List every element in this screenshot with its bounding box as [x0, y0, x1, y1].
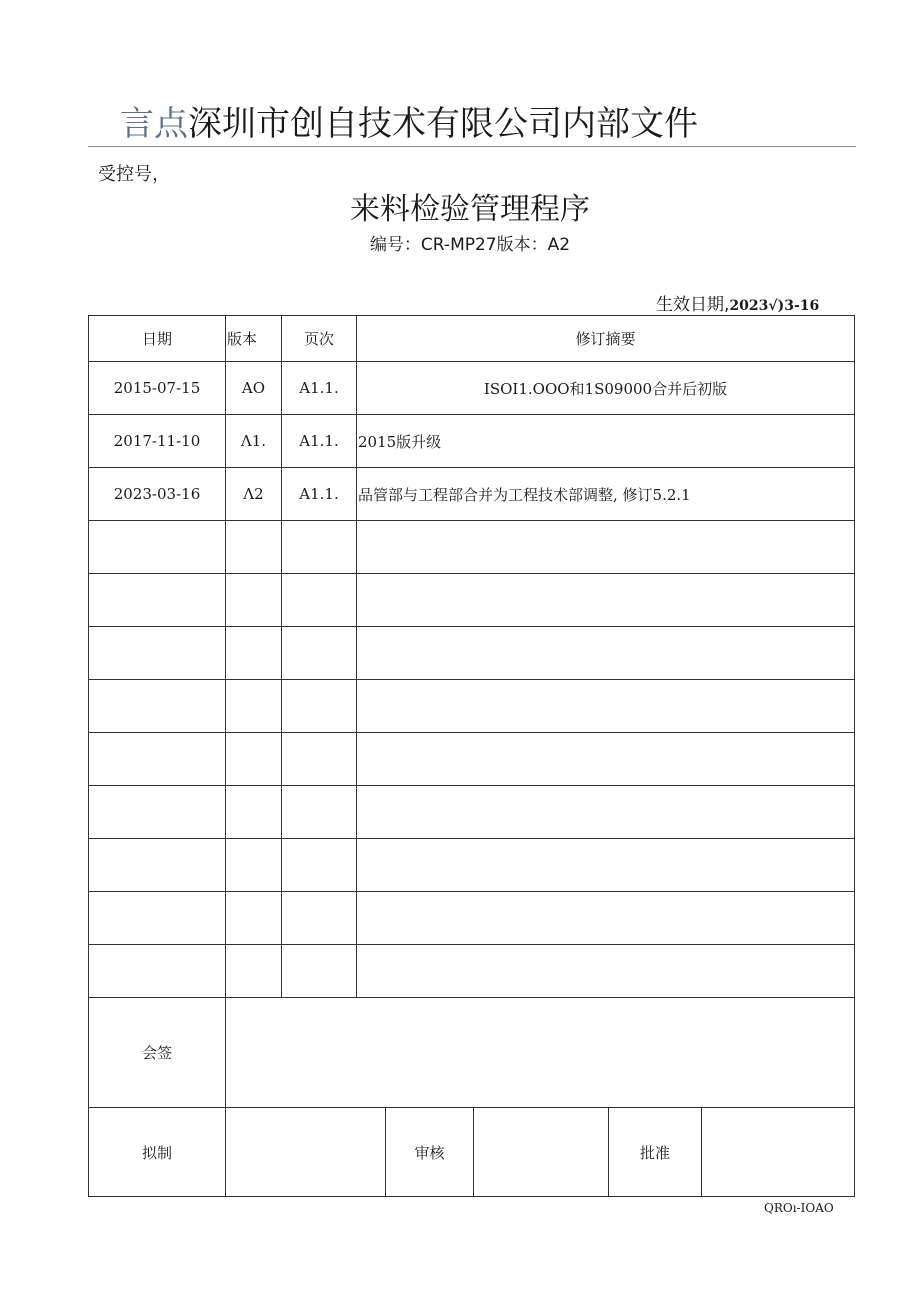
countersign-row	[89, 998, 855, 1108]
blank-page-cell[interactable]	[282, 786, 357, 839]
blank-page-cell[interactable]	[282, 733, 357, 786]
blank-summary-cell[interactable]	[357, 945, 855, 998]
blank-summary-cell[interactable]	[357, 627, 855, 680]
blank-version-cell[interactable]	[226, 892, 282, 945]
blank-version-cell[interactable]	[226, 733, 282, 786]
header-version: 版本	[226, 316, 282, 362]
blank-page-cell[interactable]	[282, 892, 357, 945]
blank-table-row	[89, 521, 855, 574]
blank-summary-cell[interactable]	[357, 521, 855, 574]
blank-summary-cell[interactable]	[357, 680, 855, 733]
countersign-label: 会签	[89, 998, 226, 1108]
blank-date-cell[interactable]	[89, 733, 226, 786]
blank-date-cell[interactable]	[89, 574, 226, 627]
approve-signature-cell[interactable]	[702, 1108, 855, 1197]
revision-table	[88, 315, 855, 1197]
blank-page-cell[interactable]	[282, 945, 357, 998]
effective-date	[656, 290, 819, 315]
blank-date-cell[interactable]	[89, 892, 226, 945]
blank-date-cell[interactable]	[89, 680, 226, 733]
blank-page-cell[interactable]	[282, 521, 357, 574]
row-version: AO	[226, 362, 282, 415]
document-code-line: 编号：CR-MP27版本：A2	[369, 235, 571, 255]
row-version: Λ1.	[226, 415, 282, 468]
blank-version-cell[interactable]	[226, 521, 282, 574]
header-divider	[88, 146, 856, 147]
draft-label: 拟制	[89, 1108, 226, 1197]
row-date: 2015-07-15	[89, 362, 226, 415]
blank-table-row	[89, 839, 855, 892]
blank-page-cell[interactable]	[282, 574, 357, 627]
table-header-row	[89, 316, 855, 362]
blank-table-row	[89, 945, 855, 998]
approve-label: 批准	[609, 1108, 702, 1197]
blank-summary-cell[interactable]	[357, 733, 855, 786]
blank-version-cell[interactable]	[226, 945, 282, 998]
document-title: 来料检验管理程序	[350, 192, 590, 227]
effective-date-label: 生效日期,	[656, 295, 730, 315]
blank-table-row	[89, 892, 855, 945]
table-row	[89, 415, 855, 468]
blank-table-row	[89, 574, 855, 627]
review-signature-cell[interactable]	[474, 1108, 609, 1197]
form-code: QROı-IOAO	[764, 1201, 834, 1215]
header-page: 页次	[282, 316, 357, 362]
blank-version-cell[interactable]	[226, 627, 282, 680]
table-row	[89, 468, 855, 521]
company-header	[120, 96, 698, 145]
row-date: 2023-03-16	[89, 468, 226, 521]
blank-page-cell[interactable]	[282, 680, 357, 733]
blank-date-cell[interactable]	[89, 945, 226, 998]
blank-table-row	[89, 733, 855, 786]
control-number-label: 受控号，	[98, 164, 170, 185]
blank-date-cell[interactable]	[89, 786, 226, 839]
blank-summary-cell[interactable]	[357, 574, 855, 627]
blank-date-cell[interactable]	[89, 839, 226, 892]
blank-summary-cell[interactable]	[357, 839, 855, 892]
header-date: 日期	[89, 316, 226, 362]
company-title: 深圳市创自技术有限公司内部文件	[188, 104, 698, 144]
company-logo-text: 言点	[120, 104, 188, 144]
row-summary: 2015版升级	[357, 415, 855, 468]
blank-date-cell[interactable]	[89, 521, 226, 574]
row-page: A1.1.	[282, 362, 357, 415]
blank-table-row	[89, 627, 855, 680]
blank-table-row	[89, 680, 855, 733]
blank-version-cell[interactable]	[226, 786, 282, 839]
row-page: A1.1.	[282, 468, 357, 521]
table-row	[89, 362, 855, 415]
row-summary: ISOI1.OOO和1S09000合并后初版	[357, 362, 855, 415]
blank-page-cell[interactable]	[282, 839, 357, 892]
approval-row	[89, 1108, 855, 1197]
blank-table-row	[89, 786, 855, 839]
blank-version-cell[interactable]	[226, 574, 282, 627]
row-date: 2017-11-10	[89, 415, 226, 468]
blank-version-cell[interactable]	[226, 839, 282, 892]
row-page: A1.1.	[282, 415, 357, 468]
countersign-cell[interactable]	[226, 998, 855, 1108]
draft-signature-cell[interactable]	[226, 1108, 386, 1197]
effective-date-value: 2023√)3-16	[729, 298, 820, 314]
blank-page-cell[interactable]	[282, 627, 357, 680]
blank-summary-cell[interactable]	[357, 892, 855, 945]
row-version: Λ2	[226, 468, 282, 521]
blank-version-cell[interactable]	[226, 680, 282, 733]
row-summary: 品管部与工程部合并为工程技术部调整, 修订5.2.1	[357, 468, 855, 521]
blank-date-cell[interactable]	[89, 627, 226, 680]
blank-summary-cell[interactable]	[357, 786, 855, 839]
review-label: 审核	[386, 1108, 474, 1197]
header-summary: 修订摘要	[357, 316, 855, 362]
